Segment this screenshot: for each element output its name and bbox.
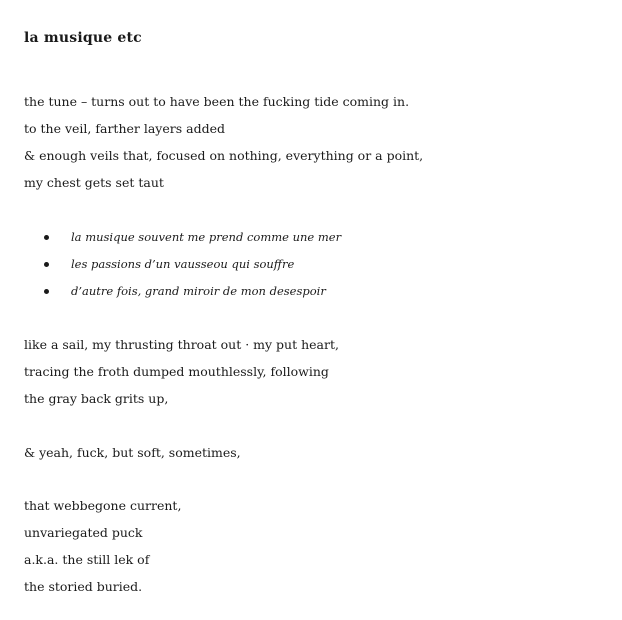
poem-line: unvariegated puck	[24, 525, 143, 540]
list-item-text: la musique souvent me prend comme une mer	[71, 230, 342, 244]
poem-line: & yeah, fuck, but soft, sometimes,	[24, 445, 241, 460]
bullet-icon	[44, 235, 49, 240]
poem-line: like a sail, my thrusting throat out · my put heart,	[24, 337, 339, 352]
poem-line: to the veil, farther layers added	[24, 121, 225, 136]
poem-line: the storied buried.	[24, 579, 143, 594]
poem-line: a.k.a. the still lek of	[24, 552, 150, 567]
poem-title: la musique etc	[24, 30, 142, 46]
poem-line: that webbegone current,	[24, 498, 182, 513]
poem-line: the tune – turns out to have been the fucking tide coming in.	[24, 94, 410, 109]
poem-line: the gray back grits up,	[24, 391, 169, 406]
list-item-text: les passions d’un vausseou qui souffre	[71, 257, 295, 271]
bullet-icon	[44, 262, 49, 267]
poem-line: tracing the froth dumped mouthlessly, following	[24, 364, 329, 379]
list-item-text: d’autre fois, grand miroir de mon desespoir	[71, 284, 326, 298]
poem-line: my chest gets set taut	[24, 175, 164, 190]
poem-line: & enough veils that, focused on nothing, everything or a point,	[24, 148, 424, 163]
bullet-icon	[44, 289, 49, 294]
